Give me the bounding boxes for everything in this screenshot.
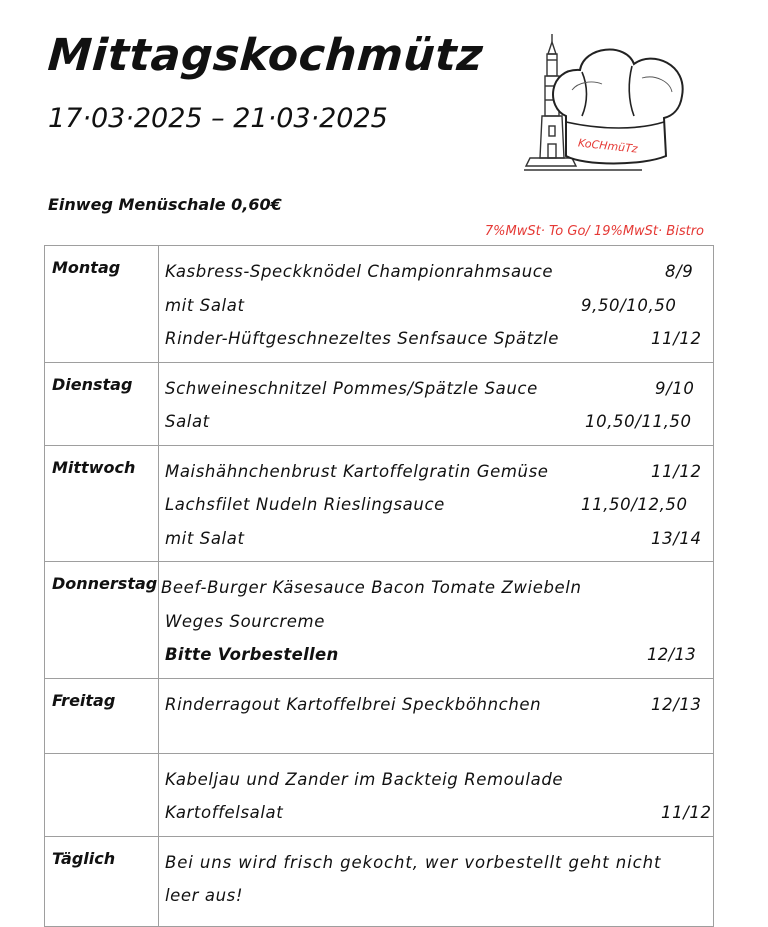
menu-table [44, 245, 714, 927]
daily-note: leer aus! [165, 886, 244, 905]
menu-row-fish [45, 753, 714, 836]
menu-row-montag [45, 246, 714, 363]
dish-price: 9/10 [655, 378, 695, 398]
dish-line [161, 571, 707, 605]
dish-price: 13/14 [651, 528, 702, 548]
menu-row-dienstag [45, 362, 714, 445]
dish-text: Salat [165, 412, 210, 431]
day-label: Montag [45, 246, 159, 363]
dish-price: 8/9 [665, 262, 694, 281]
dish-price: 10,50/11,50 [585, 412, 692, 431]
day-label: Freitag [45, 678, 159, 753]
dish-price: 11/12 [651, 461, 702, 481]
svg-text:KoCHmüTz: KoCHmüTz [577, 136, 639, 156]
tax-note: 7%MwSt· To Go/ 19%MwSt· Bistro [484, 224, 704, 239]
dish-text: Schweineschnitzel Pommes/Spätzle Sauce [165, 378, 538, 398]
day-label: Täglich [45, 836, 159, 926]
date-range: 17·03·2025 – 21·03·2025 [48, 103, 388, 134]
dish-line [165, 289, 707, 323]
dish-text: Rinderragout Kartoffelbrei Speckböhnchen [165, 694, 542, 714]
dish-text: Kabeljau und Zander im Backteig Remoulade [165, 769, 564, 789]
dish-text: Beef-Burger Käsesauce Bacon Tomate Zwiebeln [161, 578, 582, 597]
day-label: Mittwoch [45, 445, 159, 562]
menu-row-donnerstag [45, 562, 714, 679]
dish-cell [159, 678, 714, 753]
page-title: Mittagskochmütz [46, 30, 485, 81]
dish-cell [159, 562, 714, 679]
dish-text: mit Salat [165, 295, 245, 315]
dish-price: 12/13 [647, 645, 697, 664]
day-label [45, 753, 159, 836]
dish-line [165, 879, 707, 913]
dish-line [165, 488, 707, 522]
dish-text: Rinder-Hüftgeschnezeltes Senfsauce Spätzle [165, 329, 559, 348]
dish-line [165, 405, 707, 439]
dish-line [165, 688, 707, 722]
menu-row-mittwoch [45, 445, 714, 562]
dish-cell [159, 362, 714, 445]
dish-price: 9,50/10,50 [581, 295, 677, 315]
dish-line [165, 455, 707, 489]
preorder-note: Bitte Vorbestellen [165, 645, 339, 664]
dish-cell [159, 753, 714, 836]
dish-text: Maishähnchenbrust Kartoffelgratin Gemüse [165, 461, 549, 481]
dish-text: Lachsfilet Nudeln Rieslingsauce [165, 495, 445, 514]
dish-line [161, 638, 707, 672]
menu-row-taeglich [45, 836, 714, 926]
container-fee: Einweg Menüschale 0,60€ [48, 195, 282, 214]
dish-cell [159, 836, 714, 926]
dish-price: 11/12 [651, 329, 702, 348]
dish-line [165, 796, 712, 830]
daily-note: Bei uns wird frisch gekocht, wer vorbestellt geht nicht [165, 852, 662, 872]
day-label: Dienstag [45, 362, 159, 445]
dish-text: Kartoffelsalat [165, 803, 284, 822]
dish-cell [159, 445, 714, 562]
dish-line [165, 372, 707, 406]
chef-hat-logo [522, 30, 692, 178]
dish-line [165, 322, 707, 356]
dish-price: 11/12 [661, 803, 712, 822]
dish-price: 12/13 [651, 694, 702, 714]
dish-line [165, 522, 707, 556]
dish-line [165, 763, 707, 797]
menu-row-freitag [45, 678, 714, 753]
dish-text: mit Salat [165, 528, 245, 548]
dish-line [161, 605, 707, 639]
dish-text: Weges Sourcreme [165, 611, 325, 631]
dish-line [165, 846, 707, 880]
dish-cell [159, 246, 714, 363]
day-label: Donnerstag [45, 562, 159, 679]
dish-line [165, 255, 707, 289]
dish-price: 11,50/12,50 [581, 495, 688, 514]
dish-text: Kasbress-Speckknödel Championrahmsauce [165, 262, 554, 281]
